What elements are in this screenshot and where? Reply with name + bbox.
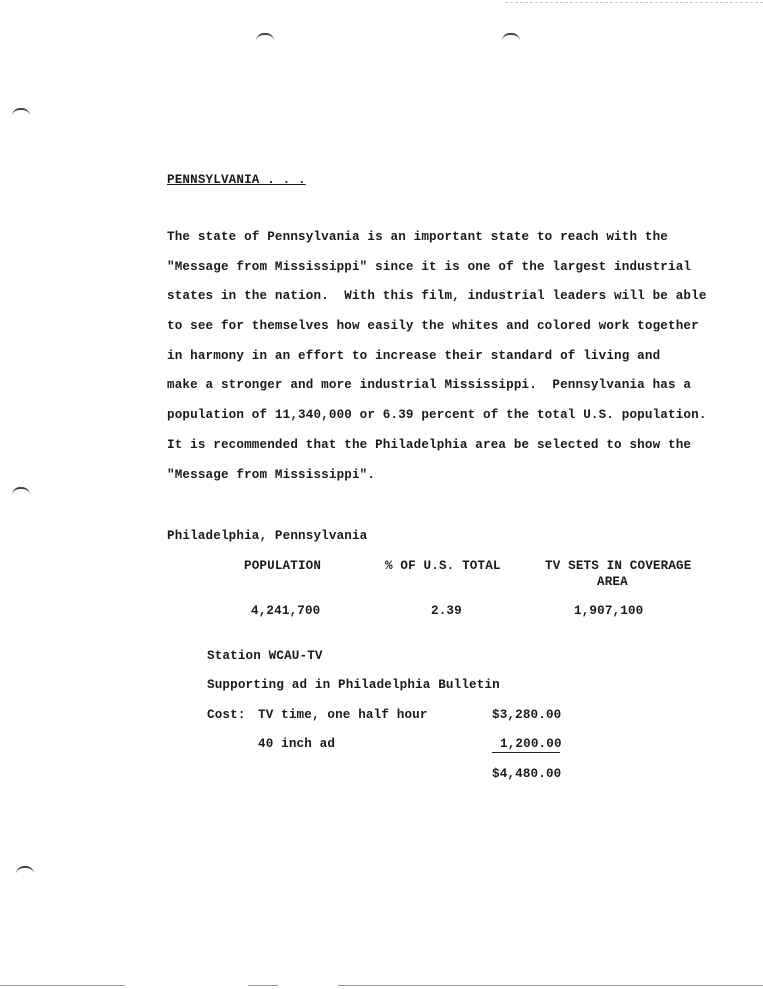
paragraph-line: population of 11,340,000 or 6.39 percent of the total U.S. population. [167,408,707,423]
header-tv-sets-area: AREA [597,575,628,589]
paragraph-line: "Message from Mississippi" since it is one of the largest industrial [167,259,692,274]
bottom-edge-mark [338,985,763,986]
cost-item-desc: 40 inch ad [258,737,336,751]
scan-mark [16,866,34,874]
station-line: Station WCAU-TV [207,649,323,663]
paragraph-line: in harmony in an effort to increase their standard of living and [167,348,661,363]
cost-item-desc: TV time, one half hour [258,708,428,722]
header-percent: % OF U.S. TOTAL [385,559,501,573]
paragraph-line: It is recommended that the Philadelphia area be selected to show the [167,437,692,452]
paragraph-line: states in the nation. With this film, industrial leaders will be able [167,289,707,304]
value-percent: 2.39 [431,604,462,618]
paragraph-line: The state of Pennsylvania is an important state to reach with the [167,230,668,244]
scan-mark [12,487,30,495]
scan-mark [502,33,520,41]
section-heading: PENNSYLVANIA . . . [167,173,306,187]
value-tv-sets: 1,907,100 [574,604,644,618]
header-tv-sets: TV SETS IN COVERAGE [545,559,692,573]
subtotal-rule [492,752,560,753]
cost-total: $4,480.00 [492,767,562,781]
bottom-edge-mark [248,985,278,986]
market-city: Philadelphia, Pennsylvania [167,529,368,543]
cost-item-amount: $3,280.00 [492,708,562,722]
paragraph-line: "Message from Mississippi". [167,467,376,482]
cost-label: Cost: [207,708,246,722]
cost-item-amount: 1,200.00 [500,737,562,751]
supporting-ad-line: Supporting ad in Philadelphia Bulletin [207,678,500,692]
header-population: POPULATION [244,559,322,573]
scan-mark [256,33,274,41]
scan-mark [12,108,30,116]
bottom-edge-mark [0,985,125,986]
value-population: 4,241,700 [251,604,321,618]
paragraph-line: make a stronger and more industrial Mississippi. Pennsylvania has a [167,378,692,393]
top-edge-mark [505,2,763,3]
body-paragraph [167,230,707,497]
paragraph-line: to see for themselves how easily the whites and colored work together [167,319,699,334]
